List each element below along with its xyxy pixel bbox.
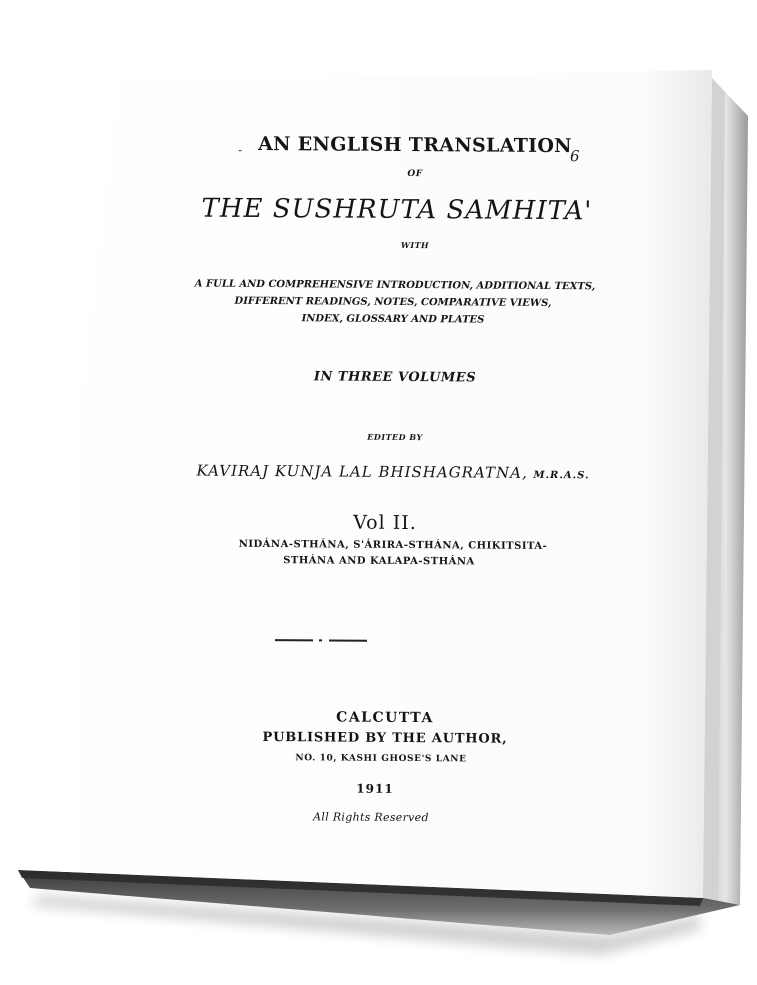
title-page: [120, 78, 710, 912]
of-line: OF: [407, 169, 423, 180]
editor-suffix: M.R.A.S.: [533, 469, 590, 482]
editor-name: KAVIRAJ KUNJA LAL BHISHAGRATNA,: [196, 461, 528, 482]
handwritten-dash: -: [238, 142, 243, 157]
ornamental-rule: [275, 638, 367, 643]
edited-by-line: EDITED BY: [367, 431, 423, 443]
book-title-heading: AN ENGLISH TRANSLATION: [258, 132, 572, 158]
volumes-line: IN THREE VOLUMES: [313, 369, 477, 386]
description-line-3: INDEX, GLOSSARY AND PLATES: [301, 313, 485, 326]
volume-number: Vol II.: [353, 511, 417, 535]
publication-year: 1911: [356, 781, 394, 796]
sections-line-1: NIDÁNA-STHÁNA, S'ÁRIRA-STHÁNA, CHIKITSITA-: [238, 538, 548, 552]
publication-place: CALCUTTA: [336, 709, 434, 727]
editor-line: [98, 461, 688, 483]
sections-line-2: STHÁNA AND KALAPA-STHÁNA: [283, 555, 475, 568]
handwritten-number: 6: [570, 147, 580, 166]
with-line: WITH: [400, 239, 430, 251]
main-title: THE SUSHRUTA SAMHITA': [201, 193, 593, 227]
description-line-1: A FULL AND COMPREHENSIVE INTRODUCTION, ADDITIONAL TEXTS,: [194, 278, 596, 293]
publisher-address: NO. 10, KASHI GHOSE'S LANE: [295, 753, 467, 765]
rights-notice: All Rights Reserved: [313, 810, 429, 825]
publisher-line: PUBLISHED BY THE AUTHOR,: [262, 729, 508, 747]
description-line-2: DIFFERENT READINGS, NOTES, COMPARATIVE VIEWS,: [234, 295, 552, 310]
